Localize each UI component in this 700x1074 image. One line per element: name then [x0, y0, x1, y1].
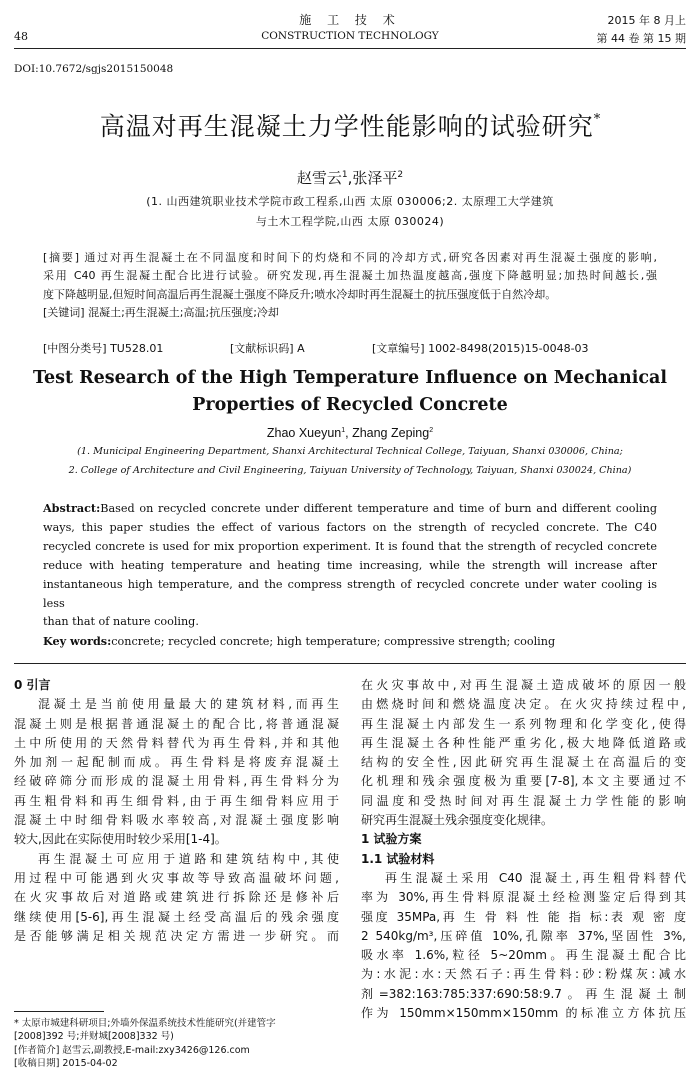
footnote-line: [收稿日期] 2015-04-02 — [14, 1058, 118, 1070]
abstract-en-label: Abstract: — [43, 501, 101, 515]
left-column — [14, 676, 339, 946]
clc-number: [中图分类号] TU528.01 — [43, 342, 164, 355]
body-line: 由燃烧时间和燃烧温度决定。在火灾持续过程中, — [361, 697, 686, 712]
body-line: 剂=382:163:785:337:690:58:9.7。再生混凝土制 — [361, 986, 686, 1001]
body-line: 再生粗骨料和再生细骨料,由于再生细骨料应用于 — [14, 793, 339, 808]
author-en-2-affil: 2 — [429, 426, 434, 434]
author-cn-1: 赵雪云 — [296, 169, 342, 187]
authors-cn — [0, 167, 700, 188]
abstract-rule — [14, 663, 686, 664]
issue-volume: 第 44 卷 第 15 期 — [596, 32, 686, 45]
title-footnote-mark: * — [593, 112, 601, 127]
abstract-cn — [43, 249, 657, 322]
author-en-1: Zhao Xueyun — [266, 426, 342, 440]
footnote-line: * 太原市城建科研项目;外墙外保温系统技术性能研究(并建管字 — [14, 1018, 276, 1029]
body-line: 再生混凝土内部发生一系列物理和化学变化,使得 — [361, 716, 686, 731]
body-line: 用过程中可能遇到火灾事故等导致高温破坏问题, — [14, 870, 339, 885]
document-code: [文献标识码] A — [230, 342, 305, 355]
author-cn-2: ,张泽平 — [347, 169, 398, 187]
body-line: 在火灾事故后对道路或建筑进行拆除还是修补后 — [14, 890, 339, 905]
affiliation-cn-1: (1. 山西建筑职业技术学院市政工程系,山西 太原 030006;2. 太原理工大学建筑 — [146, 195, 554, 208]
body-line: 吸水率 1.6%,粒径 5~20mm。再生混凝土配合比 — [361, 948, 686, 963]
body-line: 率为 30%,再生骨料原混凝土经检测鉴定后得到其 — [361, 890, 686, 905]
body-line: 再生混凝土可应用于道路和建筑结构中,其使 — [38, 851, 339, 866]
body-line: 结构的安全性,因此研究再生混凝土在高温后的变 — [361, 755, 686, 770]
author-en-1-affil: 1 — [341, 426, 346, 434]
right-column — [361, 676, 686, 1023]
author-cn-2-affil: 2 — [397, 170, 404, 180]
abstract-en-line: ways, this paper studies the effect of various factors on the strength of recycled concrete. The C40 — [43, 520, 657, 534]
abstract-en — [43, 499, 657, 652]
author-en-2: , Zhang Zeping — [345, 426, 430, 440]
abstract-en-line: recycled concrete is used for mix proportion experiment. It is found that the strength of recycled concrete — [43, 539, 657, 553]
article-number: [文章编号] 1002-8498(2015)15-0048-03 — [372, 342, 589, 355]
body-line: 化机理和残余强度极为重要[7-8],本文主要通过不 — [361, 774, 686, 789]
body-line: 作为 150mm×150mm×150mm 的标准立方体抗压 — [361, 1006, 686, 1021]
abstract-en-line — [43, 499, 657, 519]
title-en — [0, 365, 700, 419]
footnote-line: [作者简介] 赵雪云,副教授,E-mail:zxy3426@126.com — [14, 1044, 250, 1056]
body-line: 同温度和受热时间对再生混凝土力学性能的影响 — [361, 793, 686, 808]
body-line: 为:水泥:水:天然石子:再生骨料:砂:粉煤灰:减水 — [361, 967, 686, 982]
footnotes — [14, 1017, 344, 1071]
abstract-cn-line: 度下降越明显,但短时间高温后再生混凝土强度不降反升;喷水冷却时再生混凝土的抗压强度低于自然冷却。 — [43, 287, 557, 301]
affiliation-en-2: 2. College of Architecture and Civil Engineering, Taiyuan University of Technology, Taiyuan, Shanxi 030024, China) — [68, 465, 632, 476]
body-line: 再生混凝土各种性能严重劣化,极大地降低道路或 — [361, 735, 686, 750]
title-cn: 高温对再生混凝土力学性能影响的试验研究 — [99, 112, 594, 141]
page-number: 48 — [14, 30, 28, 43]
doi: DOI:10.7672/sgjs2015150048 — [14, 63, 174, 75]
body-line: 较大,因此在实际使用时较少采用[1-4]。 — [14, 832, 227, 847]
section-1-1-title: 1.1 试验材料 — [361, 851, 435, 866]
title-en-line-1: Test Research of the High Temperature Influence on Mechanical — [32, 368, 668, 388]
body-line: 研究再生混凝土残余强度变化规律。 — [361, 813, 554, 828]
section-0-title: 0 引言 — [14, 678, 51, 692]
authors-en — [0, 426, 700, 440]
abstract-en-text: Based on recycled concrete under different temperature and time of burn and different cooling — [100, 502, 657, 515]
keywords-en — [43, 632, 657, 652]
title-en-line-2: Properties of Recycled Concrete — [192, 395, 508, 415]
body-line: 土中所使用的天然骨料替代为再生骨料,并和其他 — [14, 735, 339, 750]
journal-name-cn: 施 工 技 术 — [299, 13, 401, 27]
body-line: 继续使用[5-6],再生混凝土经受高温后的残余强度 — [14, 909, 339, 924]
keywords-cn: [关键词] 混凝土;再生混凝土;高温;抗压强度;冷却 — [43, 305, 279, 319]
body-line: 混凝土是当前使用量最大的建筑材料,而再生 — [38, 697, 339, 712]
body-line: 混凝土则是根据普通混凝土的配合比,将普通混凝 — [14, 716, 339, 731]
author-cn-1-affil: 1 — [341, 170, 348, 180]
body-line: 外加剂一起配制而成。再生骨料是将废弃混凝土 — [14, 755, 339, 770]
body-line: 混凝土中时细骨料吸水率较高,对混凝土强度影响 — [14, 813, 339, 828]
issue-date: 2015 年 8 月上 — [607, 14, 686, 27]
affiliation-en-1: (1. Municipal Engineering Department, Shanxi Architectural Technical College, Taiyuan, Shanxi 030006, China; — [77, 446, 623, 457]
journal-name-en: CONSTRUCTION TECHNOLOGY — [261, 30, 439, 42]
body-line: 在火灾事故中,对再生混凝土造成破坏的原因一般 — [361, 678, 686, 692]
footnote-rule — [14, 1011, 104, 1012]
section-1-title: 1 试验方案 — [361, 832, 422, 847]
abstract-cn-line: [摘要] 通过对再生混凝土在不同温度和时间下的灼烧和不同的冷却方式,研究各因素对再生混凝土强度的影响, — [43, 251, 657, 264]
body-line: 2 540kg/m³,压碎值 10%,孔隙率 37%,坚固性 3%, — [361, 928, 686, 943]
body-line: 再生混凝土采用 C40 混凝土,再生粗骨料替代 — [385, 870, 686, 885]
footnote-line: [2008]392 号;并财城[2008]332 号) — [14, 1031, 174, 1043]
affiliation-cn-2: 与土木工程学院,山西 太原 030024) — [255, 215, 445, 228]
keywords-en-text: concrete; recycled concrete; high temperature; compressive strength; cooling — [111, 635, 556, 649]
body-line: 是否能够满足相关规范决定方需进一步研究。而 — [14, 928, 339, 943]
body-line: 经破碎筛分而形成的混凝土用骨料,再生骨料分为 — [14, 774, 339, 789]
keywords-en-label: Key words: — [43, 634, 112, 649]
abstract-en-line: instantaneous high temperature, and the compress strength of recycled concrete under water cooling is less — [43, 577, 657, 610]
header-rule — [14, 48, 686, 49]
title-cn-block — [0, 107, 700, 143]
body-line: 强度 35MPa,再 生 骨 料 性 能 指 标:表 观 密 度 — [361, 909, 686, 924]
abstract-en-line: than that of nature cooling. — [43, 615, 199, 629]
abstract-en-line: reduce with heating temperature and heating time increasing, while the strength will increase after — [43, 558, 657, 572]
abstract-cn-line: 采用 C40 再生混凝土配合比进行试验。研究发现,再生混凝土加热温度越高,强度下降越明显;加热时间越长,强 — [43, 269, 657, 283]
